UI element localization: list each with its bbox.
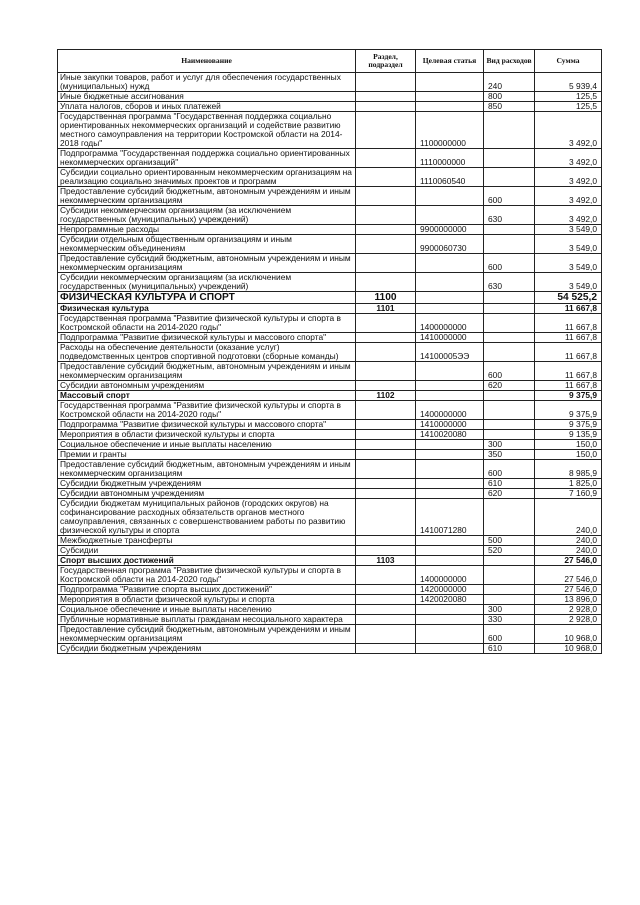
table-row <box>58 566 602 585</box>
row-name-cell: Субсидии бюджетным учреждениям <box>58 479 356 489</box>
row-section-cell <box>356 168 416 187</box>
table-row <box>58 362 602 381</box>
row-name-cell: Предоставление субсидий бюджетным, автономным учреждениям и иным некоммерческим организациям <box>58 362 356 381</box>
row-name-cell: Субсидии автономным учреждениям <box>58 381 356 391</box>
row-section-cell <box>356 585 416 595</box>
row-amount-cell: 11 667,8 <box>535 333 602 343</box>
row-expense-cell: 600 <box>484 460 535 479</box>
table-row <box>58 168 602 187</box>
table-row <box>58 187 602 206</box>
row-expense-cell: 600 <box>484 362 535 381</box>
row-section-cell <box>356 450 416 460</box>
row-amount-cell: 3 492,0 <box>535 168 602 187</box>
row-article-cell <box>416 292 484 304</box>
row-amount-cell: 3 549,0 <box>535 235 602 254</box>
row-section-cell: 1101 <box>356 304 416 314</box>
table-row <box>58 546 602 556</box>
row-name-cell: Предоставление субсидий бюджетным, автономным учреждениям и иным некоммерческим организациям <box>58 625 356 644</box>
row-amount-cell: 240,0 <box>535 546 602 556</box>
row-name-cell: Государственная программа "Развитие физической культуры и спорта в Костромской области на 2014-2020 годы" <box>58 401 356 420</box>
row-section-cell <box>356 225 416 235</box>
row-amount-cell: 150,0 <box>535 440 602 450</box>
row-section-cell: 1100 <box>356 292 416 304</box>
table-row <box>58 479 602 489</box>
row-section-cell <box>356 149 416 168</box>
row-section-cell <box>356 489 416 499</box>
row-expense-cell: 620 <box>484 381 535 391</box>
row-amount-cell: 27 546,0 <box>535 585 602 595</box>
table-row <box>58 489 602 499</box>
row-amount-cell: 8 985,9 <box>535 460 602 479</box>
row-article-cell <box>416 362 484 381</box>
table-body <box>58 73 602 654</box>
row-name-cell: Подпрограмма "Государственная поддержка социально ориентированных некоммерческих организаций" <box>58 149 356 168</box>
row-amount-cell: 27 546,0 <box>535 556 602 566</box>
row-name-cell: Государственная программа "Государственная поддержка социально ориентированных некоммерческих организаций и содействие развитию местного самоуправления на территории Костромской области на 2014-2018 годы" <box>58 112 356 149</box>
header-expense: Вид расходов <box>484 50 535 73</box>
table-row <box>58 615 602 625</box>
row-name-cell: Иные бюджетные ассигнования <box>58 92 356 102</box>
table-row <box>58 440 602 450</box>
row-article-cell <box>416 556 484 566</box>
row-article-cell: 9900060730 <box>416 235 484 254</box>
row-article-cell <box>416 440 484 450</box>
row-name-cell: Расходы на обеспечение деятельности (оказание услуг) подведомственных центров спортивной подготовки (сборные команды) <box>58 343 356 362</box>
row-expense-cell <box>484 401 535 420</box>
row-section-cell <box>356 479 416 489</box>
row-expense-cell <box>484 595 535 605</box>
row-article-cell: 1410020080 <box>416 430 484 440</box>
table-row <box>58 556 602 566</box>
table-row <box>58 112 602 149</box>
row-expense-cell: 610 <box>484 644 535 654</box>
row-amount-cell: 5 939,4 <box>535 73 602 92</box>
row-expense-cell <box>484 333 535 343</box>
row-article-cell <box>416 381 484 391</box>
row-name-cell: Подпрограмма "Развитие физической культуры и массового спорта" <box>58 333 356 343</box>
row-article-cell <box>416 450 484 460</box>
row-amount-cell: 125,5 <box>535 92 602 102</box>
row-name-cell: Подпрограмма "Развитие физической культуры и массового спорта" <box>58 420 356 430</box>
row-amount-cell: 240,0 <box>535 536 602 546</box>
row-name-cell: ФИЗИЧЕСКАЯ КУЛЬТУРА И СПОРТ <box>58 292 356 304</box>
row-article-cell <box>416 615 484 625</box>
row-amount-cell: 54 525,2 <box>535 292 602 304</box>
row-amount-cell: 27 546,0 <box>535 566 602 585</box>
row-amount-cell: 10 968,0 <box>535 625 602 644</box>
row-expense-cell: 500 <box>484 536 535 546</box>
row-name-cell: Публичные нормативные выплаты гражданам несоциального характера <box>58 615 356 625</box>
row-name-cell: Подпрограмма "Развитие спорта высших достижений" <box>58 585 356 595</box>
row-section-cell <box>356 595 416 605</box>
row-section-cell <box>356 73 416 92</box>
table-row <box>58 206 602 225</box>
row-expense-cell: 630 <box>484 273 535 292</box>
row-article-cell: 1420000000 <box>416 585 484 595</box>
row-name-cell: Мероприятия в области физической культуры и спорта <box>58 430 356 440</box>
row-amount-cell: 9 135,9 <box>535 430 602 440</box>
row-section-cell <box>356 314 416 333</box>
row-article-cell: 1100000000 <box>416 112 484 149</box>
row-article-cell <box>416 102 484 112</box>
row-section-cell <box>356 112 416 149</box>
row-section-cell: 1103 <box>356 556 416 566</box>
row-article-cell: 1420020080 <box>416 595 484 605</box>
table-row <box>58 225 602 235</box>
row-article-cell: 1410071280 <box>416 499 484 536</box>
table-row <box>58 625 602 644</box>
row-section-cell <box>356 92 416 102</box>
row-article-cell: 1110000000 <box>416 149 484 168</box>
row-section-cell <box>356 381 416 391</box>
table-row <box>58 585 602 595</box>
row-expense-cell: 600 <box>484 625 535 644</box>
table-row <box>58 314 602 333</box>
row-amount-cell: 1 825,0 <box>535 479 602 489</box>
row-name-cell: Предоставление субсидий бюджетным, автономным учреждениям и иным некоммерческим организациям <box>58 187 356 206</box>
row-article-cell <box>416 273 484 292</box>
table-row <box>58 73 602 92</box>
table-row <box>58 102 602 112</box>
row-amount-cell: 3 492,0 <box>535 112 602 149</box>
row-name-cell: Уплата налогов, сборов и иных платежей <box>58 102 356 112</box>
table-row <box>58 304 602 314</box>
row-section-cell <box>356 605 416 615</box>
row-section-cell <box>356 254 416 273</box>
row-article-cell <box>416 73 484 92</box>
row-expense-cell <box>484 566 535 585</box>
row-expense-cell <box>484 112 535 149</box>
row-expense-cell: 630 <box>484 206 535 225</box>
row-expense-cell <box>484 343 535 362</box>
row-expense-cell: 850 <box>484 102 535 112</box>
row-article-cell: 1410000000 <box>416 333 484 343</box>
row-article-cell <box>416 625 484 644</box>
row-expense-cell: 330 <box>484 615 535 625</box>
row-name-cell: Социальное обеспечение и иные выплаты населению <box>58 440 356 450</box>
row-expense-cell: 620 <box>484 489 535 499</box>
row-section-cell <box>356 546 416 556</box>
table-row <box>58 450 602 460</box>
table-row <box>58 92 602 102</box>
row-name-cell: Непрограммные расходы <box>58 225 356 235</box>
row-section-cell <box>356 460 416 479</box>
row-article-cell <box>416 536 484 546</box>
row-name-cell: Премии и гранты <box>58 450 356 460</box>
row-expense-cell <box>484 149 535 168</box>
row-expense-cell: 800 <box>484 92 535 102</box>
row-article-cell <box>416 644 484 654</box>
row-name-cell: Предоставление субсидий бюджетным, автономным учреждениям и иным некоммерческим организациям <box>58 254 356 273</box>
row-name-cell: Субсидии <box>58 546 356 556</box>
row-expense-cell <box>484 168 535 187</box>
row-expense-cell: 350 <box>484 450 535 460</box>
row-amount-cell: 9 375,9 <box>535 391 602 401</box>
row-expense-cell: 300 <box>484 605 535 615</box>
row-expense-cell <box>484 304 535 314</box>
header-article: Целевая статья <box>416 50 484 73</box>
row-expense-cell <box>484 420 535 430</box>
table-row <box>58 235 602 254</box>
row-name-cell: Субсидии бюджетным учреждениям <box>58 644 356 654</box>
row-section-cell <box>356 430 416 440</box>
row-amount-cell: 2 928,0 <box>535 605 602 615</box>
row-amount-cell: 3 549,0 <box>535 273 602 292</box>
row-amount-cell: 10 968,0 <box>535 644 602 654</box>
row-section-cell <box>356 362 416 381</box>
row-article-cell <box>416 391 484 401</box>
row-expense-cell <box>484 556 535 566</box>
row-section-cell <box>356 401 416 420</box>
table-row <box>58 343 602 362</box>
row-name-cell: Спорт высших достижений <box>58 556 356 566</box>
table-row <box>58 420 602 430</box>
row-section-cell <box>356 440 416 450</box>
table-row <box>58 401 602 420</box>
header-section: Раздел, подраздел <box>356 50 416 73</box>
row-amount-cell: 2 928,0 <box>535 615 602 625</box>
row-amount-cell: 3 492,0 <box>535 149 602 168</box>
row-article-cell <box>416 92 484 102</box>
row-section-cell <box>356 499 416 536</box>
row-name-cell: Предоставление субсидий бюджетным, автономным учреждениям и иным некоммерческим организациям <box>58 460 356 479</box>
row-article-cell <box>416 605 484 615</box>
row-section-cell <box>356 343 416 362</box>
table-row <box>58 430 602 440</box>
row-name-cell: Субсидии некоммерческим организациям (за исключением государственных (муниципальных) учреждений) <box>58 273 356 292</box>
row-name-cell: Субсидии некоммерческим организациям (за исключением государственных (муниципальных) учреждений) <box>58 206 356 225</box>
row-expense-cell <box>484 585 535 595</box>
table-row <box>58 644 602 654</box>
row-amount-cell: 3 492,0 <box>535 187 602 206</box>
row-section-cell <box>356 420 416 430</box>
row-expense-cell: 520 <box>484 546 535 556</box>
row-amount-cell: 11 667,8 <box>535 343 602 362</box>
row-name-cell: Социальное обеспечение и иные выплаты населению <box>58 605 356 615</box>
row-article-cell <box>416 304 484 314</box>
table-row <box>58 499 602 536</box>
row-expense-cell <box>484 430 535 440</box>
row-name-cell: Государственная программа "Развитие физической культуры и спорта в Костромской области на 2014-2020 годы" <box>58 314 356 333</box>
row-expense-cell <box>484 225 535 235</box>
table-row <box>58 391 602 401</box>
budget-table <box>57 49 602 654</box>
table-row <box>58 254 602 273</box>
row-article-cell: 14100005ЭЭ <box>416 343 484 362</box>
table-row <box>58 595 602 605</box>
row-article-cell <box>416 254 484 273</box>
row-article-cell: 1410000000 <box>416 420 484 430</box>
row-expense-cell: 610 <box>484 479 535 489</box>
row-expense-cell: 600 <box>484 187 535 206</box>
row-name-cell: Мероприятия в области физической культуры и спорта <box>58 595 356 605</box>
row-expense-cell <box>484 292 535 304</box>
row-article-cell <box>416 489 484 499</box>
row-section-cell <box>356 273 416 292</box>
table-row <box>58 381 602 391</box>
row-article-cell: 1110060540 <box>416 168 484 187</box>
row-section-cell <box>356 644 416 654</box>
row-section-cell <box>356 187 416 206</box>
row-amount-cell: 11 667,8 <box>535 362 602 381</box>
row-article-cell <box>416 546 484 556</box>
row-expense-cell: 300 <box>484 440 535 450</box>
row-expense-cell: 240 <box>484 73 535 92</box>
row-amount-cell: 3 549,0 <box>535 225 602 235</box>
row-amount-cell: 125,5 <box>535 102 602 112</box>
row-expense-cell <box>484 499 535 536</box>
row-article-cell: 9900000000 <box>416 225 484 235</box>
row-section-cell <box>356 235 416 254</box>
row-amount-cell: 240,0 <box>535 499 602 536</box>
table-row <box>58 333 602 343</box>
row-section-cell <box>356 625 416 644</box>
table-row <box>58 273 602 292</box>
header-row <box>58 50 602 73</box>
row-article-cell <box>416 479 484 489</box>
row-name-cell: Межбюджетные трансферты <box>58 536 356 546</box>
row-article-cell <box>416 460 484 479</box>
row-expense-cell: 600 <box>484 254 535 273</box>
row-amount-cell: 9 375,9 <box>535 401 602 420</box>
row-amount-cell: 13 896,0 <box>535 595 602 605</box>
row-section-cell <box>356 536 416 546</box>
row-amount-cell: 3 549,0 <box>535 254 602 273</box>
row-expense-cell <box>484 235 535 254</box>
row-amount-cell: 150,0 <box>535 450 602 460</box>
row-section-cell <box>356 333 416 343</box>
row-name-cell: Субсидии отдельным общественным организациям и иным некоммерческим объединениям <box>58 235 356 254</box>
row-name-cell: Государственная программа "Развитие физической культуры и спорта в Костромской области на 2014-2020 годы" <box>58 566 356 585</box>
row-name-cell: Иные закупки товаров, работ и услуг для обеспечения государственных (муниципальных) нужд <box>58 73 356 92</box>
table-row <box>58 536 602 546</box>
row-article-cell: 1400000000 <box>416 401 484 420</box>
row-name-cell: Субсидии автономным учреждениям <box>58 489 356 499</box>
table-row <box>58 460 602 479</box>
table-row <box>58 149 602 168</box>
row-amount-cell: 7 160,9 <box>535 489 602 499</box>
row-amount-cell: 11 667,8 <box>535 314 602 333</box>
row-article-cell <box>416 187 484 206</box>
row-expense-cell <box>484 314 535 333</box>
row-section-cell <box>356 206 416 225</box>
row-name-cell: Субсидии бюджетам муниципальных районов (городских округов) на софинансирование расходных обязательств органов местного самоуправления, связанных с совершенствованием работы по развитию физической культуры и спорта <box>58 499 356 536</box>
row-amount-cell: 11 667,8 <box>535 304 602 314</box>
header-name: Наименование <box>58 50 356 73</box>
row-name-cell: Массовый спорт <box>58 391 356 401</box>
row-article-cell: 1400000000 <box>416 566 484 585</box>
row-amount-cell: 9 375,9 <box>535 420 602 430</box>
row-expense-cell <box>484 391 535 401</box>
header-amount: Сумма <box>535 50 602 73</box>
row-amount-cell: 11 667,8 <box>535 381 602 391</box>
table-row <box>58 605 602 615</box>
row-section-cell <box>356 615 416 625</box>
row-section-cell: 1102 <box>356 391 416 401</box>
table-row <box>58 292 602 304</box>
row-name-cell: Физическая культура <box>58 304 356 314</box>
row-article-cell: 1400000000 <box>416 314 484 333</box>
row-name-cell: Субсидии социально ориентированным некоммерческим организациям на реализацию социально значимых проектов и программ <box>58 168 356 187</box>
row-amount-cell: 3 492,0 <box>535 206 602 225</box>
row-section-cell <box>356 102 416 112</box>
row-article-cell <box>416 206 484 225</box>
row-section-cell <box>356 566 416 585</box>
